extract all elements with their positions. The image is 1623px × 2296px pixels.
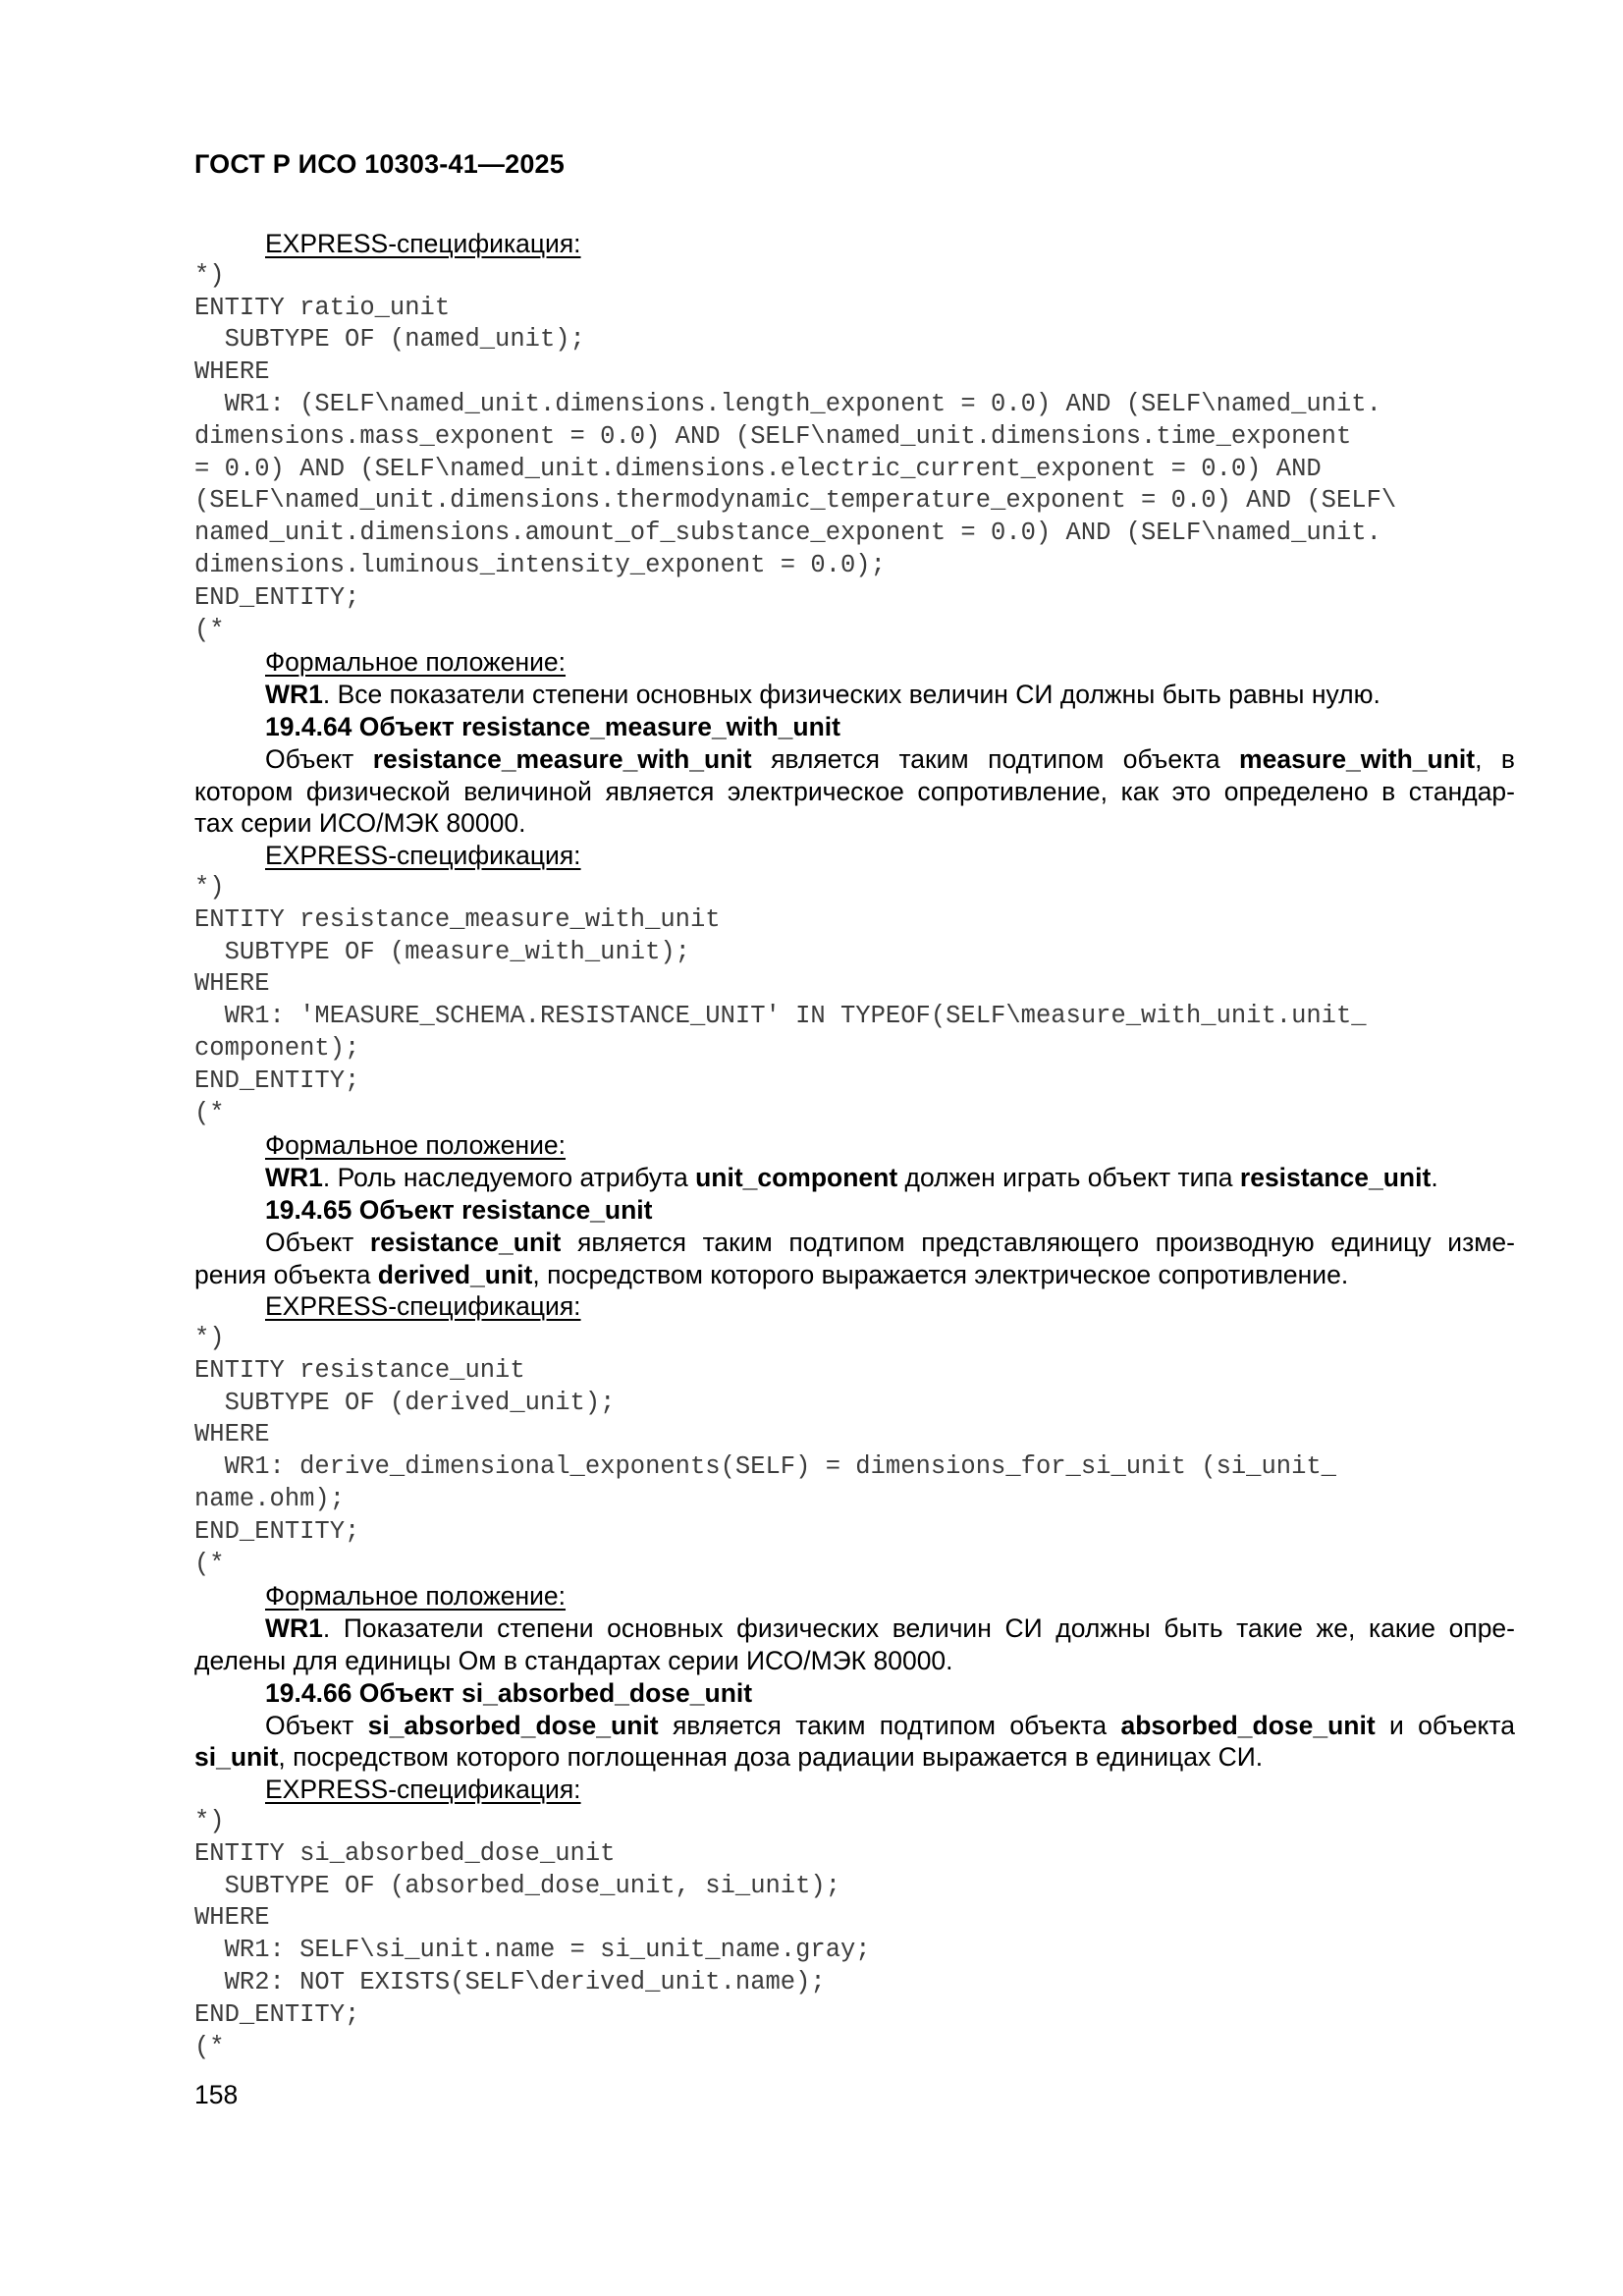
code-line: WR1: derive_dimensional_exponents(SELF) = dimensions_for_si_unit (si_unit_ [194,1452,1336,1482]
text-run: должен играть объект типа [897,1163,1240,1193]
code-line: (* [194,615,225,644]
rule-id: WR1 [265,1613,323,1644]
paragraph-line [194,1741,1515,1774]
document-header: ГОСТ Р ИСО 10303-41—2025 [194,149,565,179]
express-spec-label-text: EXPRESS-спецификация: [265,841,581,871]
formal-statement-label-text: Формальное положение: [265,1581,567,1612]
paragraph-line [194,1710,1515,1742]
code-line: (* [194,2032,225,2061]
code-block-ratio-unit [194,260,1515,647]
code-line: ENTITY ratio_unit [194,293,451,322]
code-line: WR1: (SELF\named_unit.dimensions.length_exponent = 0.0) AND (SELF\named_unit. [194,389,1381,418]
code-block-resistance-measure-with-unit [194,872,1515,1129]
express-spec-label [194,840,1515,872]
code-line: dimensions.luminous_intensity_exponent = 0.0); [194,550,886,579]
text-run: Объект [265,743,373,774]
code-line: ENTITY resistance_unit [194,1355,525,1385]
entity-name: absorbed_dose_unit [1120,1710,1376,1740]
entity-name: resistance_unit [1239,1163,1432,1193]
entity-name: unit_component [695,1163,898,1193]
express-spec-label-text: EXPRESS-спецификация: [265,229,581,258]
entity-name: si_absorbed_dose_unit [367,1710,659,1740]
text-run: . [1431,1163,1438,1193]
code-line: (SELF\named_unit.dimensions.thermodynamic_temperature_exponent = 0.0) AND (SELF\ [194,486,1397,516]
code-line: component); [194,1033,360,1063]
code-block-si-absorbed-dose-unit [194,1806,1515,2063]
code-line: named_unit.dimensions.amount_of_substance_exponent = 0.0) AND (SELF\named_unit. [194,519,1381,548]
code-line: END_ENTITY; [194,582,360,612]
entity-name: resistance_measure_with_unit [372,743,752,774]
formal-statement-label [194,1580,1515,1613]
section-heading-19-4-65: 19.4.65 Объект resistance_unit [265,1194,653,1225]
text-run: и объекта [1375,1710,1515,1740]
code-line: (* [194,1098,225,1127]
section-heading-19-4-64: 19.4.64 Объект resistance_measure_with_unit [265,711,840,741]
entity-name: resistance_unit [369,1227,562,1257]
formal-statement-label [194,1129,1515,1162]
code-line: END_ENTITY; [194,1999,360,2029]
code-line: WR1: 'MEASURE_SCHEMA.RESISTANCE_UNIT' IN TYPEOF(SELF\measure_with_unit.unit_ [194,1002,1367,1031]
formal-statement-label-text: Формальное положение: [265,647,567,678]
code-line: dimensions.mass_exponent = 0.0) AND (SELF\named_unit.dimensions.time_exponent [194,421,1352,451]
express-spec-label [194,1290,1515,1323]
rule-id: WR1 [265,1163,323,1193]
code-line: *) [194,260,225,290]
formal-rule [194,1613,1515,1645]
code-line: ENTITY si_absorbed_dose_unit [194,1838,616,1868]
paragraph-line [194,1259,1515,1291]
code-line: = 0.0) AND (SELF\named_unit.dimensions.electric_current_exponent = 0.0) AND [194,454,1322,483]
text-run: является таким подтипом представляющего производную единицу изме- [561,1227,1515,1257]
paragraph-line: тах серии ИСО/МЭК 80000. [194,808,526,839]
code-line: WR1: SELF\si_unit.name = si_unit_name.gray; [194,1936,871,1965]
rule-text: . Показатели степени основных физических величин СИ должны быть такие же, какие опре- [322,1613,1515,1644]
entity-name: derived_unit [377,1259,533,1289]
express-spec-label [194,228,1515,260]
paragraph-line [194,743,1515,776]
formal-rule-continuation: делены для единицы Ом в стандартах серии ИСО/МЭК 80000. [194,1646,953,1676]
code-line: SUBTYPE OF (measure_with_unit); [194,937,690,966]
code-line: END_ENTITY; [194,1066,360,1095]
page-content [194,228,1515,2063]
code-line: WHERE [194,1420,270,1449]
express-spec-label-text: EXPRESS-спецификация: [265,1775,581,1805]
code-line: WHERE [194,1903,270,1933]
text-run: является таким подтипом объекта [751,743,1240,774]
paragraph-line [194,1227,1515,1259]
code-line: SUBTYPE OF (derived_unit); [194,1388,616,1417]
formal-rule [194,1162,1515,1194]
section-heading-19-4-66: 19.4.66 Объект si_absorbed_dose_unit [265,1677,753,1708]
rule-id: WR1 [265,680,323,710]
formal-statement-label [194,646,1515,679]
code-line: WHERE [194,969,270,999]
code-line: SUBTYPE OF (named_unit); [194,325,585,355]
text-run: рения объекта [194,1259,378,1289]
code-block-resistance-unit [194,1323,1515,1580]
formal-rule [194,679,1515,711]
code-line: *) [194,1324,225,1353]
code-line: END_ENTITY; [194,1516,360,1546]
text-run: , посредством которого поглощенная доза радиации выражается в единицах СИ. [278,1742,1264,1773]
code-line: name.ohm); [194,1485,346,1514]
code-line: *) [194,1807,225,1836]
express-spec-label [194,1774,1515,1806]
text-run: Объект [265,1227,370,1257]
code-line: (* [194,1549,225,1578]
code-line: WR2: NOT EXISTS(SELF\derived_unit.name); [194,1968,826,1997]
paragraph-line: котором физической величиной является электрическое сопротивление, как это определено в стандар- [194,776,1515,806]
code-line: *) [194,872,225,902]
text-run: является таким подтипом объекта [658,1710,1121,1740]
rule-text: . Все показатели степени основных физических величин СИ должны быть равны нулю. [322,680,1380,710]
formal-statement-label-text: Формальное положение: [265,1130,567,1161]
entity-name: measure_with_unit [1239,743,1476,774]
code-line: ENTITY resistance_measure_with_unit [194,904,721,934]
entity-name: si_unit [194,1742,279,1773]
text-run: . Роль наследуемого атрибута [322,1163,696,1193]
text-run: Объект [265,1710,368,1740]
text-run: , посредством которого выражается электрическое сопротивление. [532,1259,1349,1289]
express-spec-label-text: EXPRESS-спецификация: [265,1291,581,1322]
code-line: WHERE [194,357,270,387]
code-line: SUBTYPE OF (absorbed_dose_unit, si_unit); [194,1871,841,1900]
page-number: 158 [194,2080,239,2109]
text-run: , в [1475,743,1515,774]
